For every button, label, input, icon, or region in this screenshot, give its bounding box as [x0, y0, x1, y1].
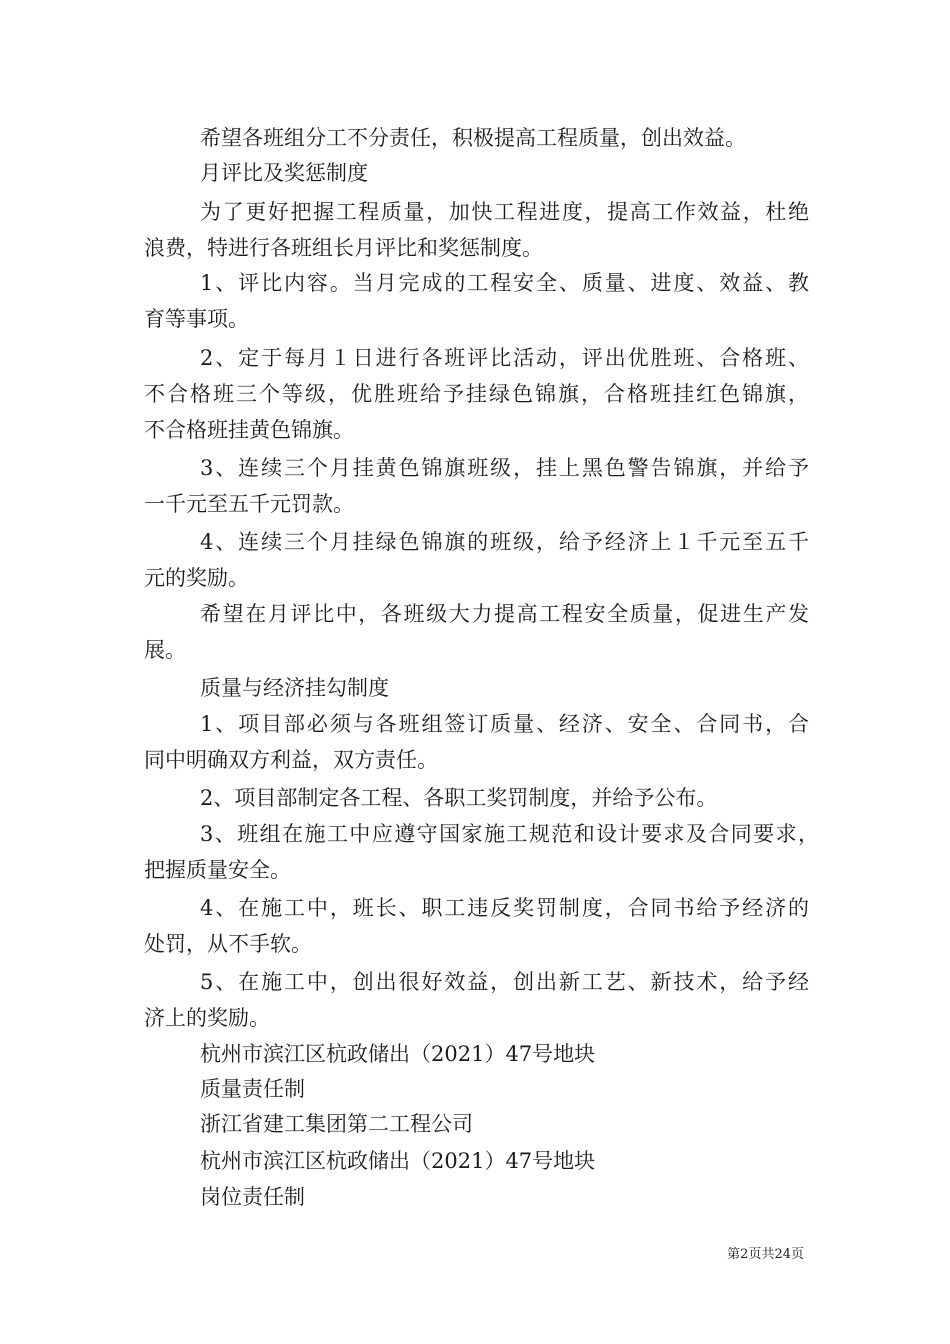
paragraph-line: 希望各班组分工不分责任，积极提高工程质量，创出效益。: [200, 126, 746, 150]
paragraph-line: 育等事项。: [144, 307, 249, 331]
section-heading: 岗位责任制: [200, 1185, 305, 1209]
paragraph-line: 不合格班挂黄色锦旗。: [144, 418, 354, 442]
paragraph-line: 济上的奖励。: [144, 1006, 270, 1030]
paragraph-line: 处罚，从不手软。: [144, 932, 312, 956]
paragraph-line: 4、连续三个月挂绿色锦旗的班级，给予经济上１千元至五千: [200, 530, 809, 554]
paragraph-line: 不合格班三个等级，优胜班给予挂绿色锦旗，合格班挂红色锦旗，: [144, 382, 809, 406]
section-heading: 质量与经济挂勾制度: [200, 676, 389, 700]
paragraph-line: 元的奖励。: [144, 566, 249, 590]
paragraph-line: 2、项目部制定各工程、各职工奖罚制度，并给予公布。: [200, 786, 718, 810]
section-heading: 质量责任制: [200, 1077, 305, 1101]
paragraph-line: 展。: [144, 638, 186, 662]
paragraph-line: 3、连续三个月挂黄色锦旗班级，挂上黑色警告锦旗，并给予: [200, 456, 809, 480]
page-number-footer: 第2页共24页: [727, 1247, 804, 1262]
project-title: 杭州市滨江区杭政储出（2021）47号地块: [200, 1149, 596, 1173]
paragraph-line: 浪费，特进行各班组长月评比和奖惩制度。: [144, 236, 543, 260]
paragraph-line: 1、评比内容。当月完成的工程安全、质量、进度、效益、教: [200, 271, 809, 295]
paragraph-line: 为了更好把握工程质量，加快工程进度，提高工作效益，杜绝: [200, 200, 809, 224]
paragraph-line: 1、项目部必须与各班组签订质量、经济、安全、合同书，合: [200, 712, 809, 736]
section-heading: 月评比及奖惩制度: [200, 161, 368, 185]
paragraph-line: 2、定于每月１日进行各班评比活动，评出优胜班、合格班、: [200, 346, 809, 370]
paragraph-line: 希望在月评比中，各班级大力提高工程安全质量，促进生产发: [200, 602, 809, 626]
company-name: 浙江省建工集团第二工程公司: [200, 1112, 473, 1136]
paragraph-line: 4、在施工中，班长、职工违反奖罚制度，合同书给予经济的: [200, 896, 809, 920]
paragraph-line: 一千元至五千元罚款。: [144, 492, 354, 516]
paragraph-line: 把握质量安全。: [144, 858, 291, 882]
project-title: 杭州市滨江区杭政储出（2021）47号地块: [200, 1042, 596, 1066]
paragraph-line: 5、在施工中，创出很好效益，创出新工艺、新技术，给予经: [200, 970, 809, 994]
paragraph-line: 3、班组在施工中应遵守国家施工规范和设计要求及合同要求，: [200, 822, 819, 846]
paragraph-line: 同中明确双方利益，双方责任。: [144, 748, 438, 772]
